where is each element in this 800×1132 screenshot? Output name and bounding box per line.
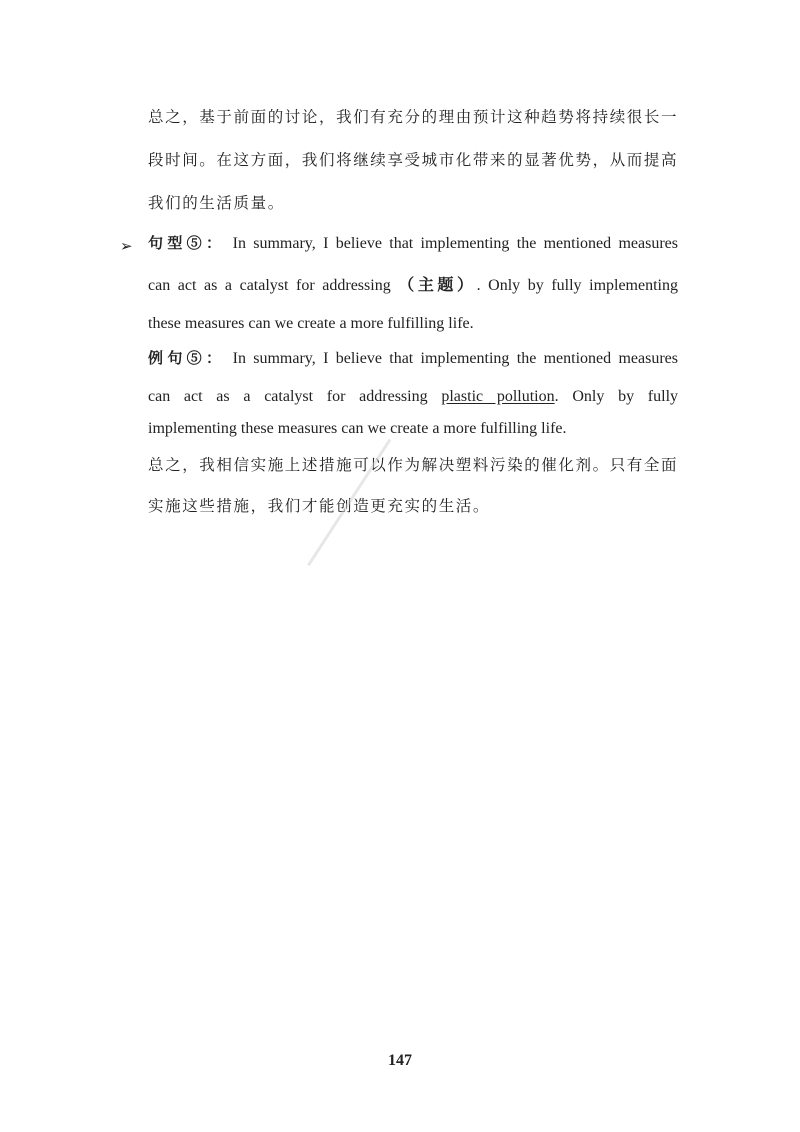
paragraph1-line3: 我们的生活质量。 xyxy=(148,194,285,212)
example-topic-underlined: plastic pollution xyxy=(441,388,555,405)
example-line1 xyxy=(148,351,678,367)
pattern-topic-placeholder: （主题） xyxy=(398,277,477,294)
pattern-line2-part1: can act as a catalyst for addressing xyxy=(148,277,391,294)
pattern-label: 句型⑤： xyxy=(148,234,226,252)
pattern-line1-text: In summary, I believe that implementing the mentioned measures xyxy=(232,235,679,252)
example-line2 xyxy=(148,389,678,405)
page-number: 147 xyxy=(388,1052,412,1069)
example-line1-text: In summary, I believe that implementing the mentioned measures xyxy=(232,350,679,367)
pattern-line1 xyxy=(148,236,678,252)
example-line2-part2: . Only by fully xyxy=(554,388,679,405)
paragraph1-line1: 总之，基于前面的讨论，我们有充分的理由预计这种趋势将持续很长一 xyxy=(148,108,679,126)
translation-line2: 实施这些措施，我们才能创造更充实的生活。 xyxy=(148,497,491,515)
example-line2-part1: can act as a catalyst for addressing xyxy=(148,388,428,405)
bullet-arrow-icon: ➢ xyxy=(120,237,133,255)
pattern-line2-part2: . Only by fully implementing xyxy=(476,277,678,294)
paragraph1-line2: 段时间。在这方面，我们将继续享受城市化带来的显著优势，从而提高 xyxy=(148,151,679,169)
translation-line1: 总之，我相信实施上述措施可以作为解决塑料污染的催化剂。只有全面 xyxy=(148,456,679,474)
pattern-line2 xyxy=(148,278,678,294)
example-label: 例句⑤： xyxy=(148,349,226,367)
pattern-line3: these measures can we create a more fulfilling life. xyxy=(148,315,474,332)
example-line3: implementing these measures can we create a more fulfilling life. xyxy=(148,420,567,437)
